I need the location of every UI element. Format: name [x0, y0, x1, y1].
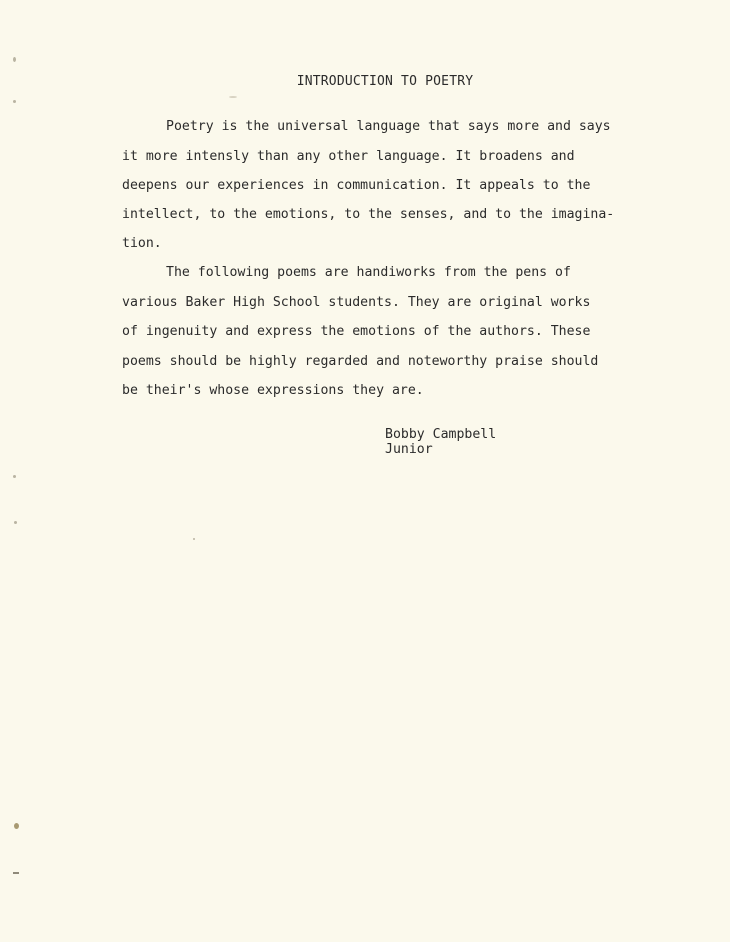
paragraph-1-line-2: it more intensly than any other language. It broadens and [122, 149, 575, 164]
document-title: INTRODUCTION TO POETRY [296, 74, 474, 89]
paragraph-2-line-4: poems should be highly regarded and noteworthy praise should [122, 354, 599, 369]
paper-speck [13, 872, 19, 874]
paragraph-2-line-3: of ingenuity and express the emotions of the authors. These [122, 324, 591, 339]
paper-speck [13, 475, 16, 478]
paragraph-1-line-1: Poetry is the universal language that says more and says [166, 119, 611, 134]
paper-speck [193, 538, 195, 540]
paragraph-2-line-5: be their's whose expressions they are. [122, 383, 424, 398]
paper-speck [14, 823, 19, 829]
signature-name: Bobby Campbell [385, 427, 497, 442]
paper-speck [14, 521, 17, 524]
paper-speck [13, 57, 16, 62]
paragraph-1-line-5: tion. [122, 236, 162, 251]
paper-speck [229, 96, 237, 98]
paragraph-1-line-3: deepens our experiences in communication. It appeals to the [122, 178, 591, 193]
paragraph-2-line-1: The following poems are handiworks from the pens of [166, 265, 571, 280]
paragraph-2-line-2: various Baker High School students. They are original works [122, 295, 591, 310]
paragraph-1-line-4: intellect, to the emotions, to the senses, and to the imagina- [122, 207, 615, 222]
paper-speck [13, 100, 16, 103]
signature-grade: Junior [385, 442, 433, 457]
